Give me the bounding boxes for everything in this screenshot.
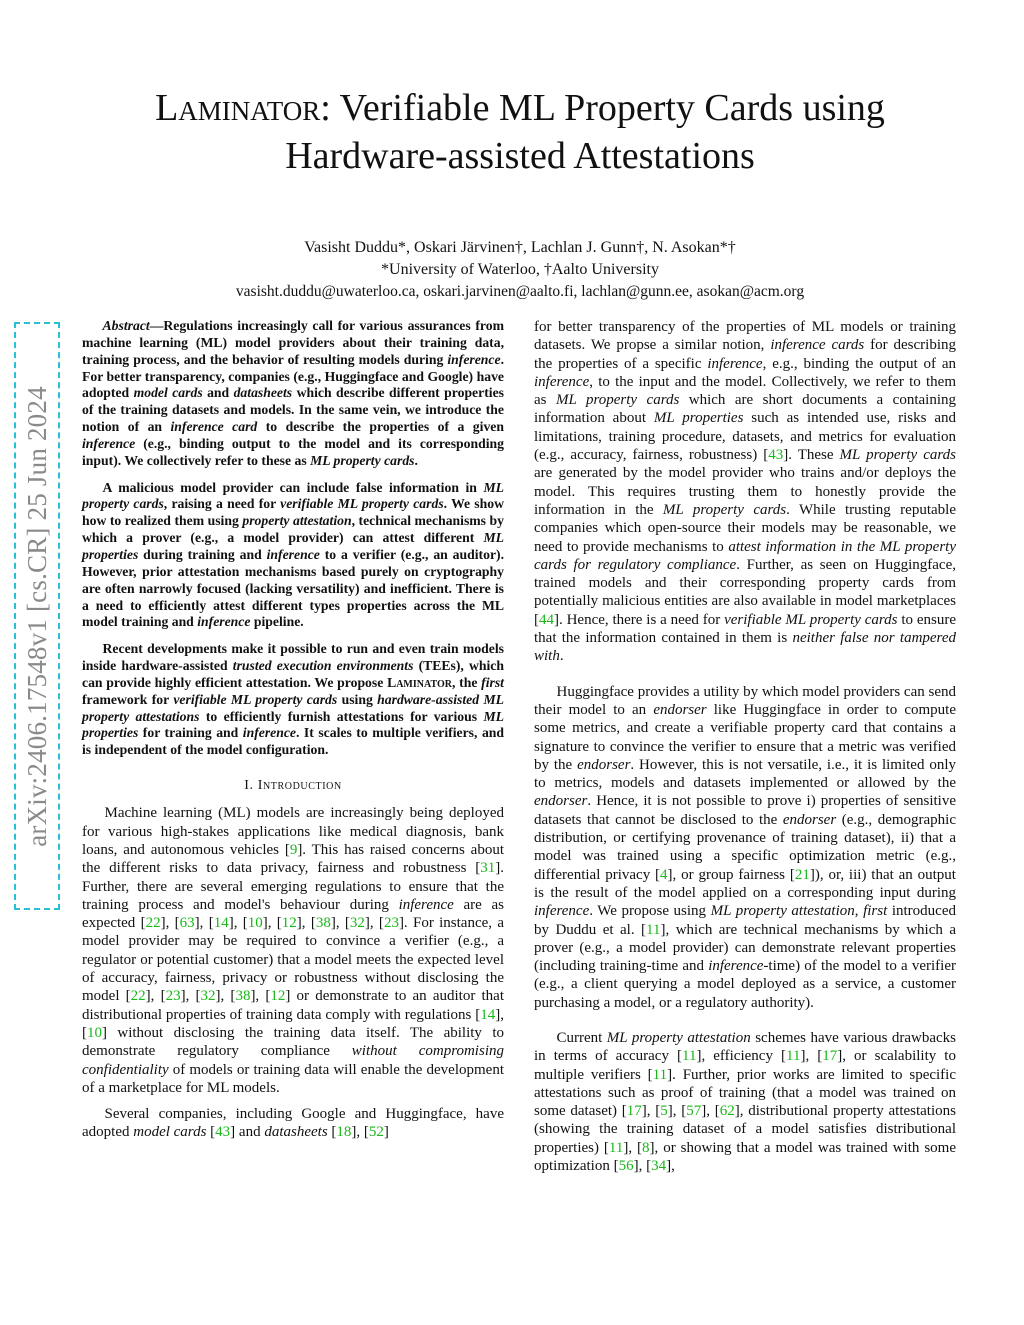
citation-link[interactable]: 17: [822, 1048, 838, 1065]
citation-link[interactable]: 12: [270, 988, 286, 1005]
citation-link[interactable]: 12: [281, 915, 297, 932]
citation-link[interactable]: 38: [315, 915, 331, 932]
section-heading: [82, 777, 504, 795]
section-title: Introduction: [257, 778, 342, 794]
citation-link[interactable]: 10: [247, 915, 263, 932]
citation-link[interactable]: 11: [646, 921, 661, 938]
citation-link[interactable]: 43: [215, 1124, 231, 1141]
title-line-2: Hardware-assisted Attestations: [285, 135, 755, 177]
citation-link[interactable]: 44: [539, 611, 554, 628]
citation-link[interactable]: 52: [368, 1124, 384, 1141]
intro-left-body: [82, 804, 504, 1141]
citation-link[interactable]: 34: [651, 1158, 667, 1175]
author-list: Vasisht Duddu*, Oskari Järvinen†, Lachlan J. Gunn†, N. Asokan*†: [304, 239, 736, 256]
author-emails: vasisht.duddu@uwaterloo.ca, oskari.jarvinen@aalto.fi, lachlan@gunn.ee, asokan@acm.org: [235, 283, 805, 300]
left-column: [82, 318, 504, 1150]
title-rest: : Verifiable ML Property Cards using: [320, 87, 885, 129]
intro-paragraph-5: Current ML property attestation schemes have various drawbacks in terms of accuracy [11], efficiency [11], [17], or scalability to multiple verifiers [11]. Further, prior works are limited to specific attestations such as proof of training (that a model was trained on some dataset) [17], [5], [57], [62], distributional property attestations (showing the training dataset of a model satisfies distributional properties) [11], [8], or showing that a model was trained with some optimization [56], [34],: [534, 1029, 957, 1175]
citation-link[interactable]: 56: [618, 1158, 634, 1175]
citation-link[interactable]: 23: [165, 988, 181, 1005]
citation-link[interactable]: 43: [768, 447, 784, 464]
citation-link[interactable]: 10: [87, 1024, 102, 1041]
citation-link[interactable]: 63: [179, 915, 195, 932]
citation-link[interactable]: 11: [682, 1048, 697, 1065]
abstract-paragraph-3: Recent developments make it possible to run and even train models inside hardware-assisted trusted execution environments (TEEs), which can provide highly efficient attestation. We propose Laminator, the first framework for verifiable ML property cards using hardware-assisted ML property attestations to efficiently furnish attestations for various ML properties for training and inference. It scales to multiple verifiers, and is independent of the model configuration.: [82, 641, 505, 758]
citation-link[interactable]: 23: [383, 915, 399, 932]
intro-paragraph-4: Huggingface provides a utility by which model providers can send their model to an endorser like Huggingface in order to compute some metrics, and create a verifiable property card that contains a signature to convince the verifier to ensure that a metric was verified by the endorser. However, this is not versatile, i.e., it is limited only to metrics, models and datasets implemented or allowed by the endorser. Hence, it is not possible to prove i) properties of sensitive datasets that cannot be disclosed to the endorser (e.g., demographic distribution, or certifying provenance of training dataset), ii) that a model was trained using a specific optimization metric (e.g., differential privacy [4], or group fairness [21]), or, iii) that an output is the result of the model applied on a corresponding input during inference. We propose using ML property attestation, first introduced by Duddu et al. [11], which are technical mechanisms by which a prover (e.g., a model provider) can demonstrate relevant properties (including training-time and inference-time) of the model to a verifier (e.g., a client querying a model deployed as a service, a customer purchasing a model, or a regulatory authority).: [534, 683, 956, 1011]
section-number: I.: [244, 778, 254, 794]
citation-link[interactable]: 4: [660, 866, 668, 883]
intro-right-body: [534, 318, 956, 1175]
citation-link[interactable]: 31: [480, 860, 496, 877]
intro-paragraph-3: for better transparency of the properties of ML models or training datasets. We propse a similar notion, inference cards for describing the properties of a specific inference, e.g., binding the output of an inference, to the input and the model. Collectively, we refer to them as ML property cards which are short documents a containing information about ML properties such as intended use, risks and limitations, training procedure, datasets, and metrics for evaluation (e.g., accuracy, fairness, robustness) [43]. These ML property cards are generated by the model provider who trains and/or deploys the model. This requires trusting them to honestly provide the information in the ML property cards. While trusting reputable companies which open-source their models may be reasonable, we need to provide mechanisms to attest information in the ML property cards for regulatory compliance. Further, as seen on Huggingface, trained models and their corresponding property cards from potentially malicious entities are also available in model marketplaces [44]. Hence, there is a need for verifiable ML property cards to ensure that the information contained in them is neither false nor tampered with.: [534, 319, 956, 665]
intro-paragraph-1: Machine learning (ML) models are increasingly being deployed for various high-stakes applications like medical diagnosis, bank loans, and autonomous vehicles [9]. This has raised concerns about the different risks to data privacy, fairness and robustness [31]. Further, there are several emerging regulations to ensure that the training process and model's behaviour during inference are as expected [22], [63], [14], [10], [12], [38], [32], [23]. For instance, a model provider may be required to convince a verifier (e.g., a regulator or potential customer) that a model meets the expected level of accuracy, fairness, privacy or robustness without disclosing the model [22], [23], [32], [38], [12] or demonstrate to an auditor that distributional properties of training data comply with regulations [14], [10] without disclosing the training data itself. The ability to demonstrate regulatory compliance without compromising confidentiality of models or training data will enable the development of a marketplace for ML models.: [82, 805, 504, 1096]
citation-link[interactable]: 32: [200, 988, 216, 1005]
citation-link[interactable]: 14: [213, 915, 229, 932]
citation-link[interactable]: 18: [336, 1124, 352, 1141]
citation-link[interactable]: 9: [289, 841, 298, 858]
arxiv-sidebar: [14, 322, 60, 910]
abstract-label: Abstract: [102, 318, 150, 333]
citation-link[interactable]: 22: [130, 988, 146, 1005]
title-system-name: Laminator: [155, 87, 321, 129]
abstract-paragraph-2: A malicious model provider can include false information in ML property cards, raising a need for verifiable ML property cards. We show how to realized them using property attestation, technical mechanisms by which a prover (e.g., a model provider) can attest different ML properties during training and inference to a verifier (e.g., an auditor). However, prior attestation mechanisms based purely on cryptography are often narrowly focused (lacking versatility) and inefficient. There is a need to efficiently attest different types properties across the ML model training and inference pipeline.: [82, 479, 505, 630]
right-column: [534, 318, 956, 1192]
citation-link[interactable]: 8: [642, 1139, 650, 1156]
citation-link[interactable]: 11: [608, 1139, 624, 1156]
arxiv-identifier: arXiv:2406.17548v1 [cs.CR] 25 Jun 2024: [21, 385, 52, 847]
citation-link[interactable]: 11: [652, 1066, 668, 1083]
abstract: [82, 318, 504, 759]
citation-link[interactable]: 38: [235, 988, 251, 1005]
citation-link[interactable]: 5: [660, 1103, 668, 1120]
citation-link[interactable]: 57: [686, 1103, 702, 1120]
citation-link[interactable]: 17: [626, 1103, 642, 1120]
paper-title: [80, 84, 960, 180]
intro-paragraph-2: Several companies, including Google and Huggingface, have adopted model cards [43] and datasheets [18], [52]: [82, 1106, 504, 1141]
citation-link[interactable]: 21: [794, 866, 810, 883]
abstract-paragraph-1: Abstract—Regulations increasingly call for various assurances from machine learning (ML) model providers about their training data, training process, and the behavior of resulting models during inference. For better transparency, companies (e.g., Huggingface and Google) have adopted model cards and datasheets which describe different properties of the training datasets and models. In the same vein, we introduce the notion of an inference card to describe the properties of a given inference (e.g., binding output to the model and its corresponding input). We collectively refer to these as ML property cards.: [82, 318, 504, 468]
citation-link[interactable]: 22: [145, 915, 161, 932]
citation-link[interactable]: 32: [349, 915, 365, 932]
citation-link[interactable]: 62: [719, 1103, 735, 1120]
citation-link[interactable]: 14: [480, 1006, 496, 1023]
citation-link[interactable]: 11: [786, 1048, 801, 1065]
affiliations: *University of Waterloo, †Aalto University: [381, 261, 659, 278]
